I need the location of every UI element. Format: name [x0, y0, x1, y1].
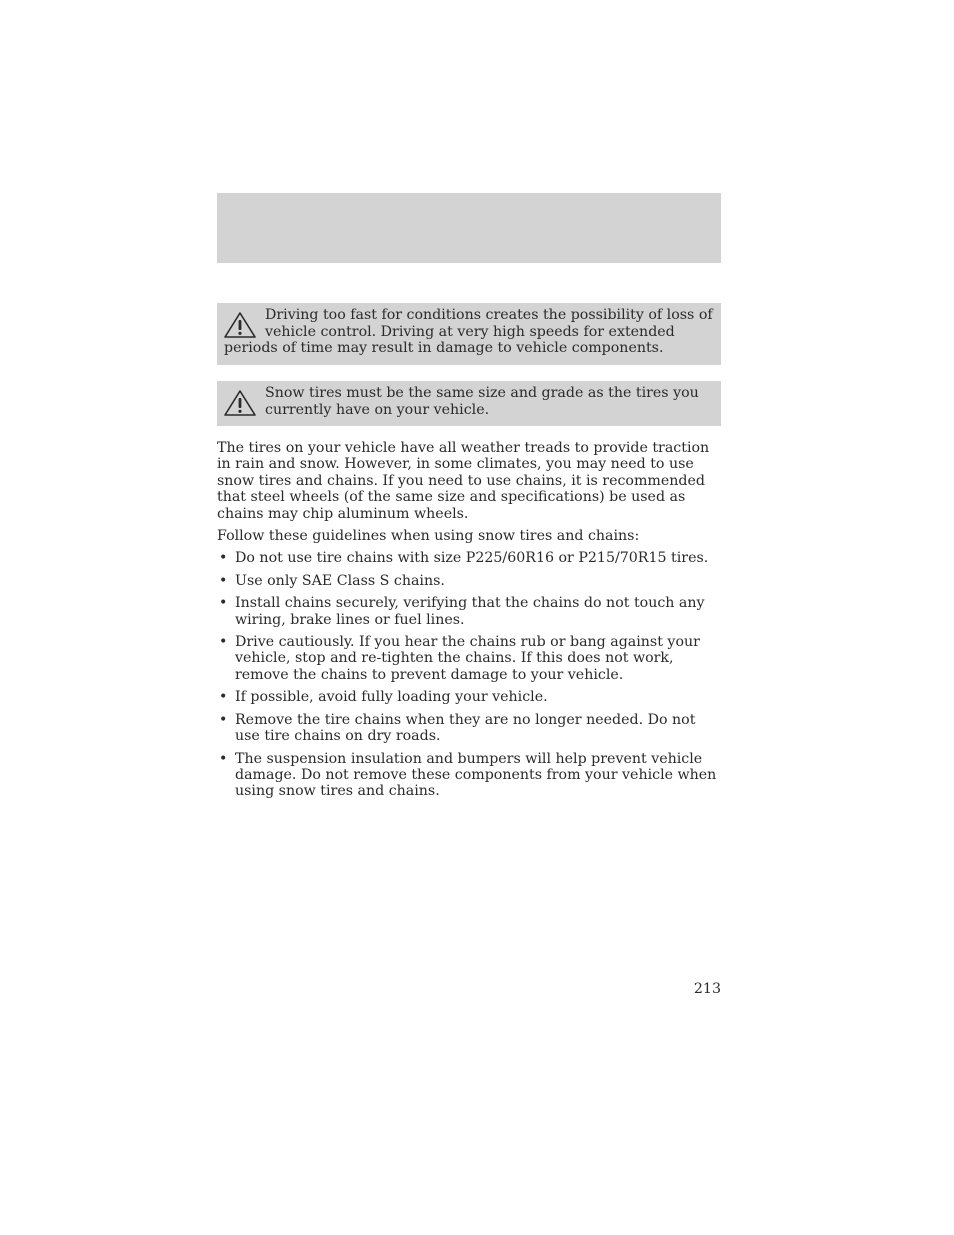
warning-triangle-icon: [223, 389, 257, 417]
bullet-symbol: •: [219, 711, 228, 728]
page-number: 213: [693, 981, 721, 997]
bullet-symbol: •: [219, 595, 228, 612]
list-item-text: Use only SAE Class S chains.: [235, 572, 445, 589]
list-item: [217, 573, 721, 589]
guidelines-list: [217, 550, 721, 799]
list-item: [217, 689, 721, 705]
bullet-symbol: •: [219, 689, 228, 706]
list-item: [217, 595, 721, 628]
warning-box-speed: [217, 303, 721, 365]
list-item-text: Do not use tire chains with size P225/60R16 or P215/70R15 tires.: [235, 550, 709, 567]
guidelines-lead-in: Follow these guidelines when using snow tires and chains:: [217, 528, 640, 545]
list-item-text: Install chains securely, verifying that the chains do not touch any wiring, brake lines or fuel lines.: [235, 595, 705, 628]
list-item-text: Drive cautiously. If you hear the chains rub or bang against your vehicle, stop and re-tighten the chains. If this does not work, remove the chains to prevent damage to your vehicle.: [235, 634, 700, 683]
section-header-band: [217, 193, 721, 263]
warning-text: Driving too fast for conditions creates the possibility of loss of vehicle control. Driving at very high speeds for extended periods of time may result in damage to vehicle components.: [224, 307, 713, 357]
warning-triangle-icon: [223, 311, 257, 339]
list-item-text: Remove the tire chains when they are no longer needed. Do not use tire chains on dry roads.: [235, 711, 696, 745]
bullet-symbol: •: [219, 750, 228, 767]
bullet-symbol: •: [219, 550, 228, 567]
list-item: [217, 712, 721, 745]
warning-box-snow-tires: [217, 381, 721, 426]
list-item-text: The suspension insulation and bumpers will help prevent vehicle damage. Do not remove these components from your vehicle when using snow tires and chains.: [235, 750, 717, 800]
list-item: [217, 634, 721, 683]
body-text: [217, 440, 721, 806]
intro-paragraph: The tires on your vehicle have all weather treads to provide traction in rain and snow. However, in some climates, you may need to use snow tires and chains. If you need to use chains, it is recommended that steel wheels (of the same size and specifications) be used as chains may chip aluminum wheels.: [217, 440, 710, 522]
bullet-symbol: •: [219, 572, 228, 589]
list-item-text: If possible, avoid fully loading your vehicle.: [235, 689, 548, 706]
warning-text: Snow tires must be the same size and grade as the tires you currently have on your vehicle.: [265, 385, 699, 418]
list-item: [217, 751, 721, 800]
bullet-symbol: •: [219, 634, 228, 651]
list-item: [217, 550, 721, 566]
